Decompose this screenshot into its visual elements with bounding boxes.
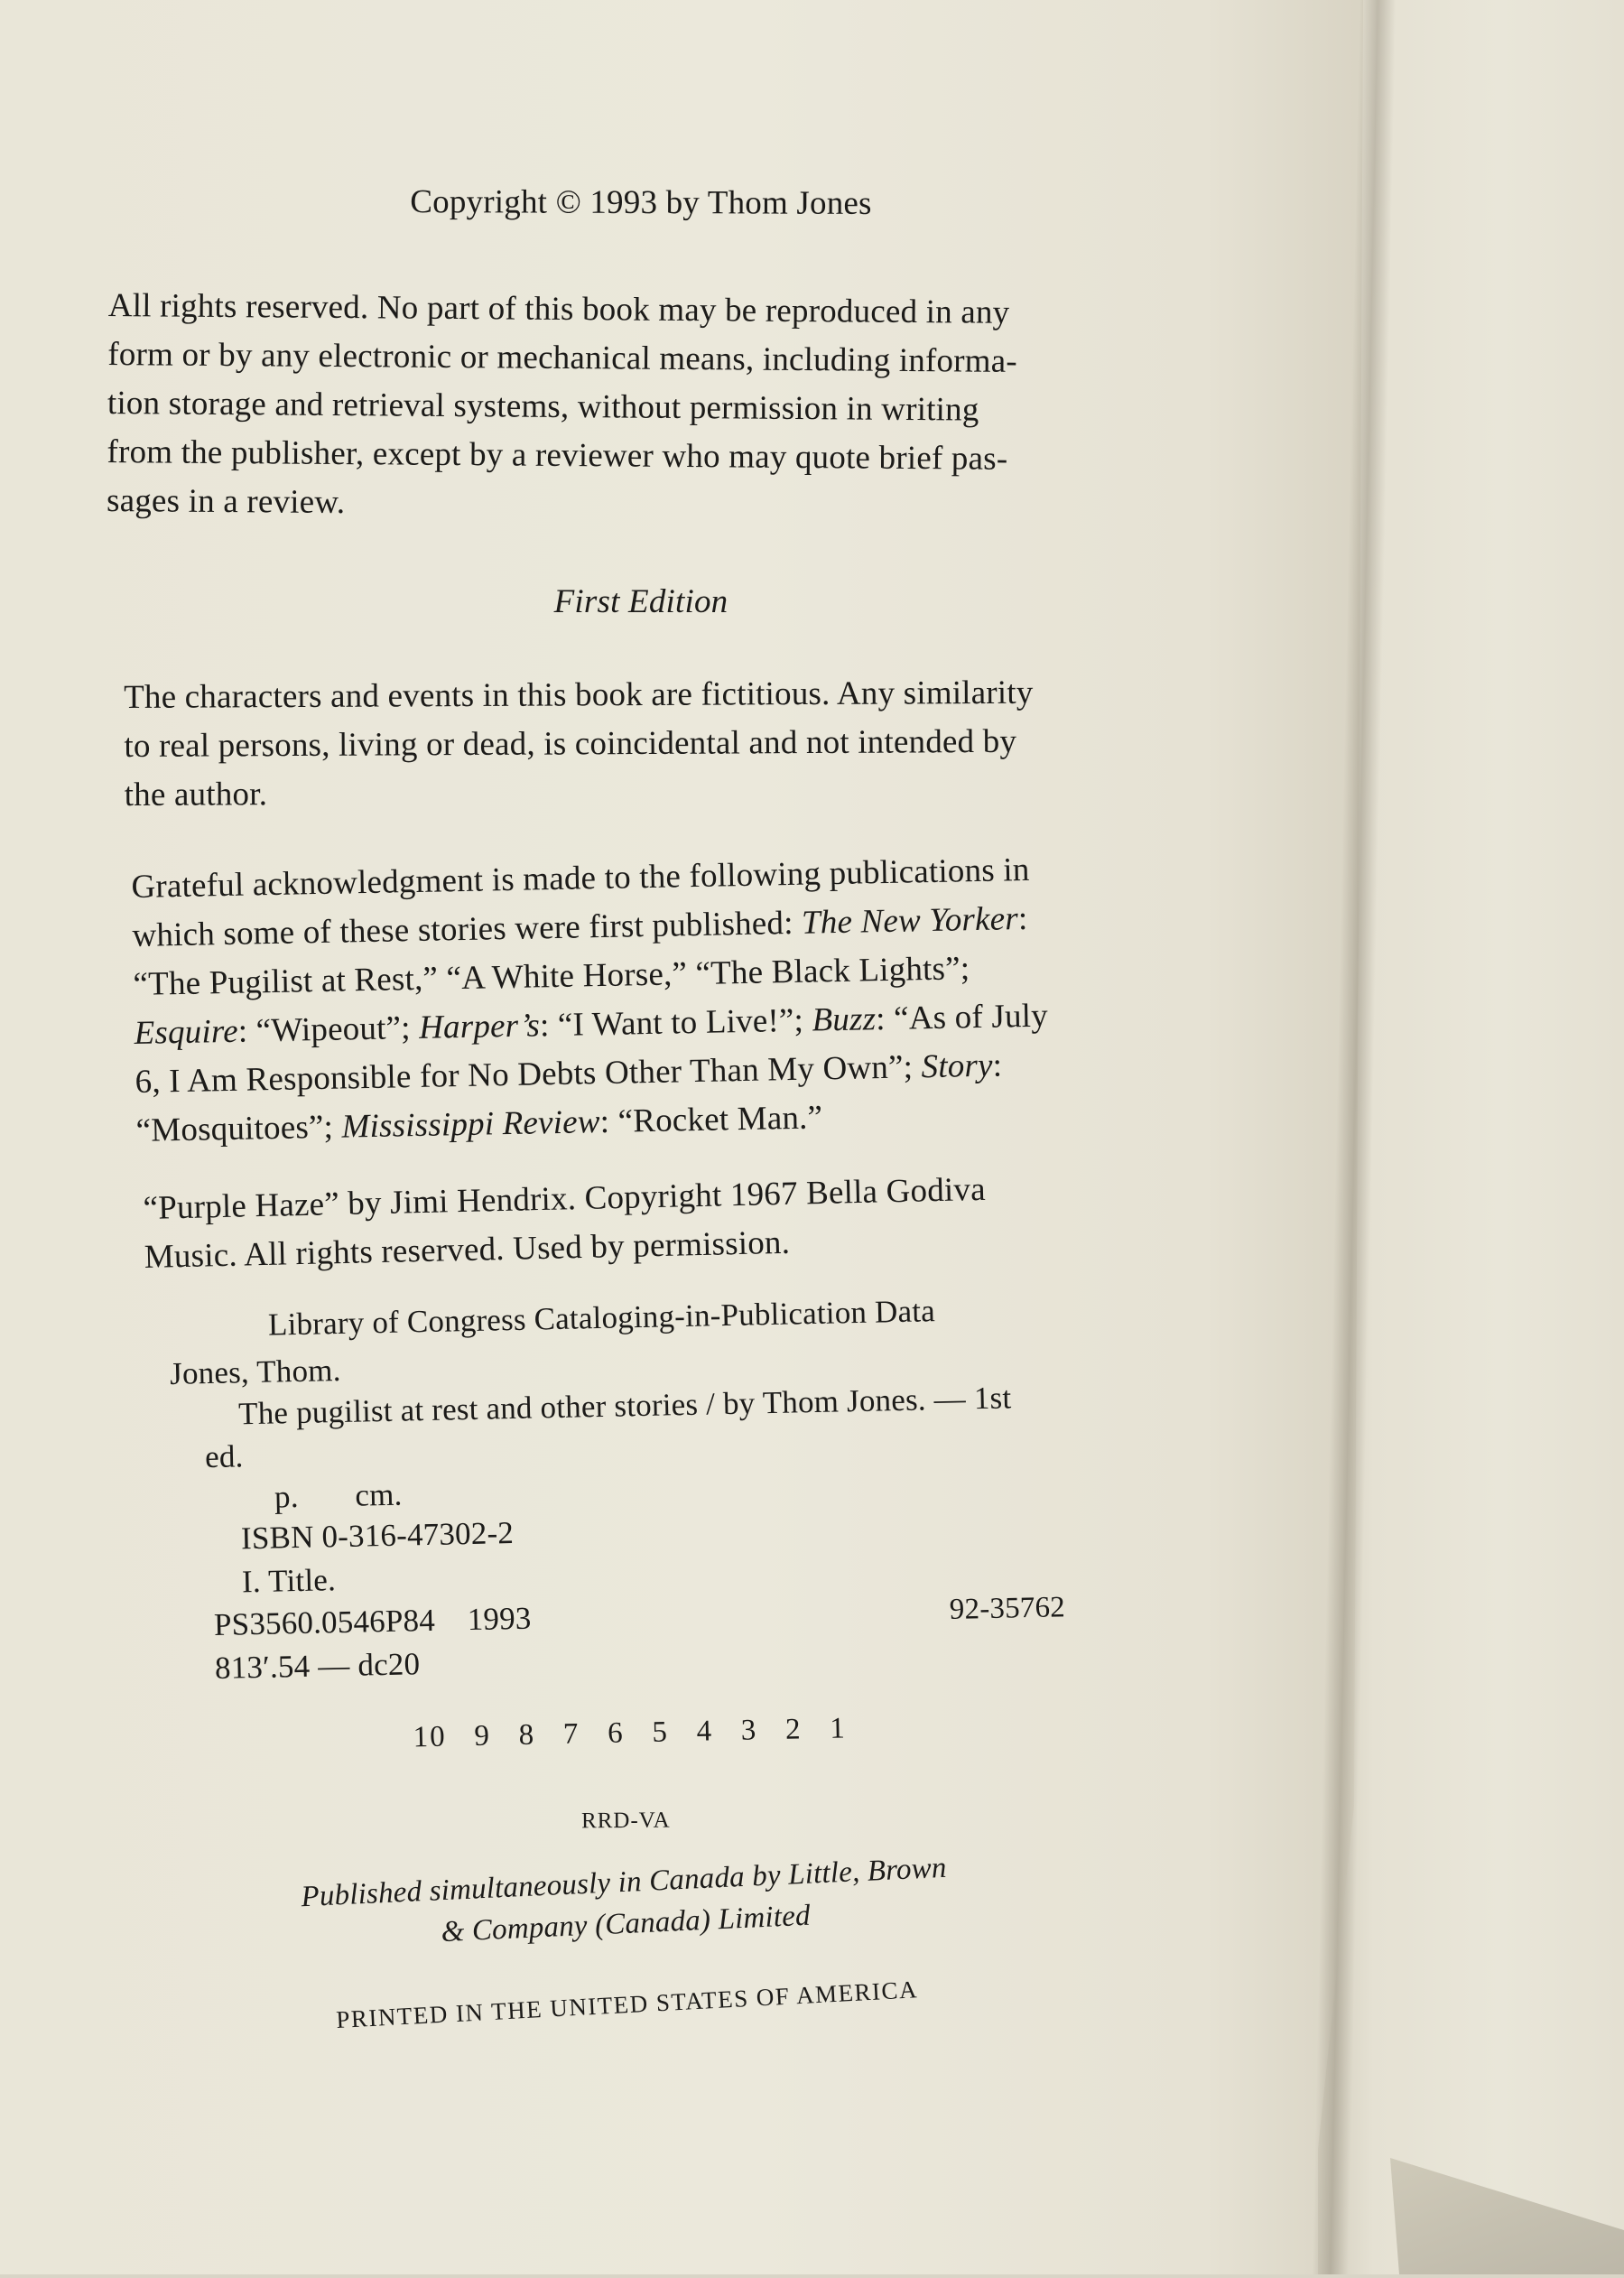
rights-line: sages in a review. [106,481,346,522]
publication-name: The New Yorker [801,900,1019,942]
canada-line: Published simultaneously in Canada by Little, Brown [300,1851,948,1914]
ack-text: 6, I Am Responsible for No Debts Other Than My Own”; [135,1048,922,1101]
cip-author: Jones, Thom. [169,1352,341,1391]
publication-name: Buzz [812,1000,877,1039]
canada-line: & Company (Canada) Limited [440,1899,812,1949]
cip-subject: I. Title. [241,1562,337,1600]
ack-text: “Mosquitoes”; [135,1108,342,1149]
cip-physical-description: p. cm. [274,1476,403,1515]
ack-text: : “I Want to Live!”; [539,1001,812,1045]
publication-name: Harper’s [418,1007,541,1046]
ack-line: “The Pugilist at Rest,” “A White Horse,” “The Black Lights”; [133,950,970,1003]
printer-code: RRD-VA [580,1808,671,1834]
rights-line: tion storage and retrieval systems, without permission in writing [107,384,979,429]
ack-line: Grateful acknowledgment is made to the following publications in [131,851,1030,906]
rights-line: All rights reserved. No part of this book may be reproduced in any [107,286,1010,331]
fiction-line: The characters and events in this book are fictitious. Any similarity [124,674,1034,716]
ack-text: : “As of July [875,997,1049,1038]
ack-text: : “Wipeout”; [237,1009,420,1050]
permission-line: Music. All rights reserved. Used by permission. [144,1223,791,1276]
cip-lc-class: PS3560.0546P84 1993 [213,1600,532,1642]
cip-heading: Library of Congress Cataloging-in-Publication Data [267,1293,936,1343]
ack-text: : [992,1046,1003,1084]
cip-lccn: 92-35762 [949,1591,1066,1626]
copyright-line: Copyright © 1993 by Thom Jones [410,183,872,222]
rights-line: from the publisher, except by a reviewer who may quote brief pas- [107,432,1008,478]
fiction-line: the author. [124,776,268,814]
cip-title-continued: ed. [204,1438,244,1475]
ack-text: which some of these stories were first published: [132,904,803,954]
cip-title-line: The pugilist at rest and other stories / by Thom Jones. — 1st [237,1380,1012,1432]
rights-line: form or by any electronic or mechanical means, including informa- [107,335,1018,380]
cip-dewey: 813′.54 — dc20 [214,1646,421,1686]
permission-line: “Purple Haze” by Jimi Hendrix. Copyright 1967 Bella Godiva [143,1170,987,1227]
publication-name: Story [921,1046,994,1086]
printed-in-line: PRINTED IN THE UNITED STATES OF AMERICA [335,1976,919,2033]
ack-text: : “Rocket Man.” [599,1099,823,1141]
publication-name: Esquire [134,1012,239,1052]
publication-name: Mississippi Review [341,1103,601,1146]
cip-isbn: ISBN 0-316-47302-2 [240,1515,515,1557]
edition-line: First Edition [553,583,728,620]
fiction-line: to real persons, living or dead, is coincidental and not intended by [124,722,1017,765]
printing-line: 10 9 8 7 6 5 4 3 2 1 [413,1712,848,1754]
ack-text: : [1017,899,1028,938]
